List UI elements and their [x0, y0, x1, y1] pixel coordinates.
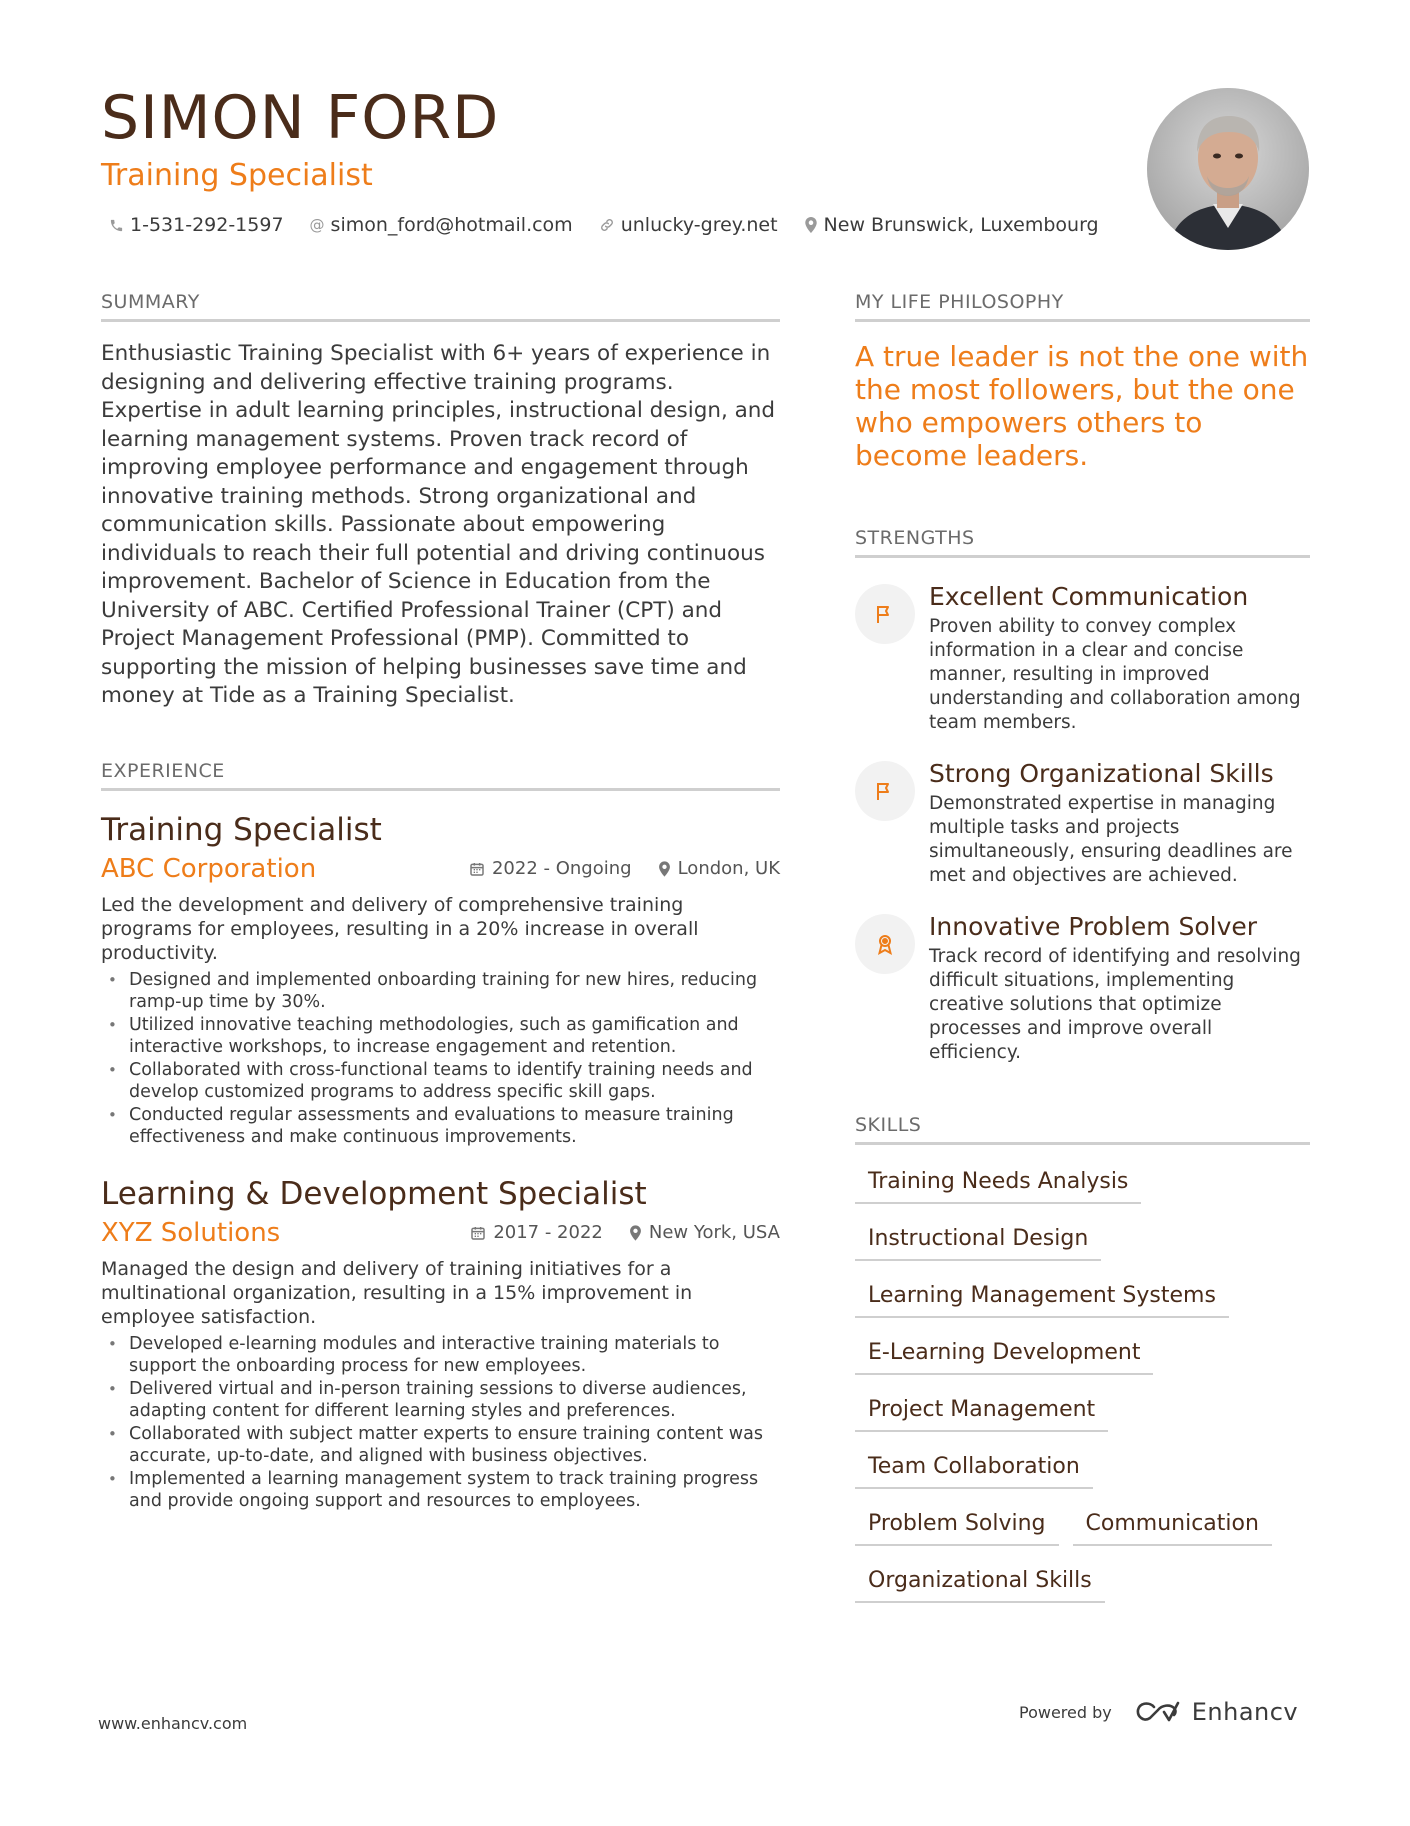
- contact-website[interactable]: [599, 214, 778, 236]
- strength-description: Track record of identifying and resolving difficult situations, implementing creative solutions that optimize processes and improve overall efficiency.: [929, 946, 1301, 1063]
- strength-name: Excellent Communication: [929, 582, 1249, 611]
- job-bullet: • Designed and implemented onboarding training for new hires, reducing ramp-up time by 30%.: [101, 969, 780, 1014]
- summary-heading: SUMMARY: [101, 290, 780, 322]
- left-column: [101, 290, 780, 1513]
- job-dates: 2017 - 2022: [493, 1222, 603, 1243]
- job-description: Led the development and delivery of comprehensive training programs for employees, resulting in a 20% increase in overall productivity.: [101, 893, 699, 964]
- website-text: unlucky-grey.net: [620, 214, 778, 236]
- strength-item: [855, 759, 1310, 888]
- calendar-icon: [470, 1225, 486, 1241]
- philosophy-quote: A true leader is not the one with the most followers, but the one who empowers others to become leaders.: [855, 340, 1309, 472]
- job-location: New York, USA: [648, 1222, 780, 1243]
- link-icon: [599, 217, 615, 233]
- skill-tag: Training Needs Analysis: [855, 1167, 1141, 1204]
- email-text: simon_ford@hotmail.com: [330, 214, 573, 236]
- job-title: Training Specialist: [101, 811, 382, 848]
- strength-description: Demonstrated expertise in managing multiple tasks and projects simultaneously, ensuring deadlines are met and objectives are achieved.: [929, 793, 1293, 886]
- skill-tag: Project Management: [855, 1395, 1108, 1432]
- contact-email[interactable]: [310, 214, 573, 236]
- job-location: London, UK: [677, 858, 780, 879]
- job-entry: [101, 1175, 780, 1513]
- strengths-heading: STRENGTHS: [855, 526, 1310, 558]
- enhancv-logo-icon: [1134, 1699, 1182, 1725]
- skill-tag: Learning Management Systems: [855, 1281, 1229, 1318]
- resume-header: [101, 82, 1101, 236]
- job-bullet: • Delivered virtual and in-person training sessions to diverse audiences, adapting content for different learning styles and preferences.: [101, 1378, 780, 1423]
- candidate-name: SIMON FORD: [101, 83, 500, 153]
- location-text: New Brunswick, Luxembourg: [823, 214, 1099, 236]
- phone-text: 1-531-292-1597: [130, 214, 284, 236]
- brand-name: Enhancv: [1191, 1698, 1299, 1726]
- job-bullets: [101, 969, 780, 1149]
- strengths-section: [855, 526, 1310, 1065]
- skill-tag: E-Learning Development: [855, 1338, 1153, 1375]
- award-icon: [855, 914, 915, 974]
- skills-section: [855, 1113, 1310, 1603]
- job-bullet: • Conducted regular assessments and evaluations to measure training effectiveness and make continuous improvements.: [101, 1104, 780, 1149]
- footer-website[interactable]: www.enhancv.com: [98, 1714, 248, 1733]
- job-description: Managed the design and delivery of training initiatives for a multinational organization, resulting in a 15% improvement in employee satisfaction.: [101, 1257, 693, 1328]
- job-bullet: • Utilized innovative teaching methodologies, such as gamification and interactive workshops, to increase engagement and retention.: [101, 1014, 780, 1059]
- brand-logo[interactable]: [1134, 1698, 1298, 1726]
- skills-heading: SKILLS: [855, 1113, 1310, 1145]
- job-bullet: • Implemented a learning management system to track training progress and provide ongoing support and resources to employees.: [101, 1468, 780, 1513]
- job-entry: [101, 811, 780, 1149]
- job-title: Learning & Development Specialist: [101, 1175, 647, 1212]
- job-dates: 2022 - Ongoing: [491, 858, 632, 879]
- phone-icon: [109, 218, 124, 233]
- experience-section: [101, 759, 780, 1513]
- skill-tag: Communication: [1073, 1509, 1272, 1546]
- location-pin-icon: [804, 217, 818, 233]
- job-bullet: • Developed e-learning modules and interactive training materials to support the onboarding process for new employees.: [101, 1333, 780, 1378]
- calendar-icon: [469, 861, 485, 877]
- flag-icon: [855, 761, 915, 821]
- job-bullet: • Collaborated with cross-functional teams to identify training needs and develop customized programs to address specific skill gaps.: [101, 1059, 780, 1104]
- strength-item: [855, 582, 1310, 735]
- skill-tag: Organizational Skills: [855, 1566, 1105, 1603]
- right-column: [855, 290, 1310, 1603]
- summary-text: Enthusiastic Training Specialist with 6+ years of experience in designing and delivering effective training programs. Expertise in adult learning principles, instructional design, and learning management systems. Proven track record of improving employee performance and engagement through innovative training methods. Strong organizational and communication skills. Passionate about empowering individuals to reach their full potential and driving continuous improvement. Bachelor of Science in Education from the University of ABC. Certified Professional Trainer (CPT) and Project Management Professional (PMP). Committed to supporting the mission of helping businesses save time and money at Tide as a Training Specialist.: [101, 341, 776, 708]
- strength-description: Proven ability to convey complex information in a clear and concise manner, resulting in improved understanding and collaboration among team members.: [929, 616, 1301, 733]
- contact-location: [804, 214, 1099, 236]
- skill-tag: Instructional Design: [855, 1224, 1101, 1261]
- company-name: XYZ Solutions: [101, 1217, 281, 1248]
- skill-tag: Team Collaboration: [855, 1452, 1093, 1489]
- footer-branding: [1019, 1698, 1298, 1726]
- job-bullet: • Collaborated with subject matter experts to ensure training content was accurate, up-to-date, and aligned with business objectives.: [101, 1423, 780, 1468]
- profile-photo: [1147, 88, 1309, 250]
- company-name: ABC Corporation: [101, 853, 317, 884]
- philosophy-heading: MY LIFE PHILOSOPHY: [855, 290, 1310, 322]
- strength-item: [855, 912, 1310, 1065]
- strength-name: Innovative Problem Solver: [929, 912, 1258, 941]
- contact-phone[interactable]: [109, 214, 284, 236]
- powered-by-label: Powered by: [1019, 1702, 1112, 1722]
- skill-tag: Problem Solving: [855, 1509, 1059, 1546]
- contact-bar: [101, 214, 1101, 236]
- skill-list: [855, 1167, 1310, 1603]
- candidate-title: Training Specialist: [101, 158, 373, 193]
- location-pin-icon: [629, 1225, 642, 1241]
- at-icon: @: [309, 216, 325, 234]
- strength-name: Strong Organizational Skills: [929, 759, 1274, 788]
- job-bullets: [101, 1333, 780, 1513]
- experience-heading: EXPERIENCE: [101, 759, 780, 791]
- flag-icon: [855, 584, 915, 644]
- location-pin-icon: [658, 861, 671, 877]
